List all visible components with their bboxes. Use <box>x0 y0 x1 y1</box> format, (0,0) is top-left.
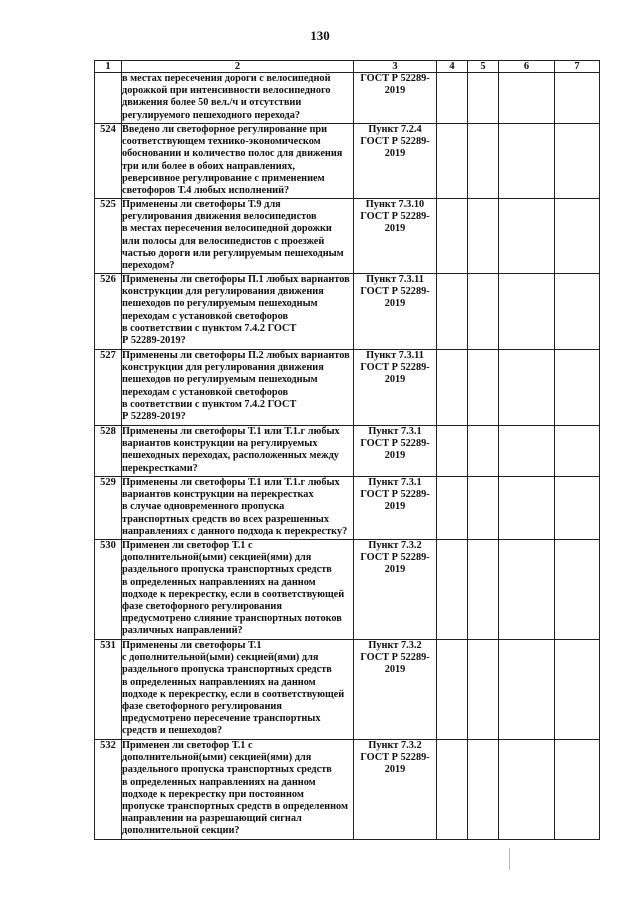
question-cell: Применен ли светофор Т.1 с дополнительной(ыми) секцией(ями) для раздельного пропуска транспортных средств в определенных направлениях на данном подходе к перекрестку, если в соответствующей фазе светофорного регулирования предусмотрено слияние транспортных потоков различных направлений? <box>122 540 354 640</box>
empty-cell <box>468 350 499 426</box>
reference-cell: Пункт 7.3.1 ГОСТ Р 52289- 2019 <box>354 477 437 540</box>
empty-cell <box>499 274 555 350</box>
empty-cell <box>555 640 600 740</box>
question-cell: Применены ли светофоры Т.1 или Т.1.г любых вариантов конструкции на перекрестках в случае одновременного пропуска транспортных средств во всех разрешенных направлениях с данного подхода к перекрестку? <box>122 477 354 540</box>
empty-cell <box>555 477 600 540</box>
empty-cell <box>468 640 499 740</box>
table-row <box>95 740 600 840</box>
empty-cell <box>437 274 468 350</box>
empty-cell <box>437 73 468 124</box>
row-number <box>95 73 122 124</box>
row-number: 528 <box>95 426 122 477</box>
empty-cell <box>468 477 499 540</box>
row-number: 527 <box>95 350 122 426</box>
empty-cell <box>468 740 499 840</box>
row-number: 529 <box>95 477 122 540</box>
column-header: 1 <box>95 61 122 73</box>
question-cell: Применены ли светофоры Т.9 для регулирования движения велосипедистов в местах пересечения велосипедной дорожки или полосы для велосипедистов с проезжей частью дороги или регулируемым пешеходным переходом? <box>122 199 354 274</box>
empty-cell <box>555 426 600 477</box>
column-header: 2 <box>122 61 354 73</box>
row-number: 531 <box>95 640 122 740</box>
reference-cell: Пункт 7.3.2 ГОСТ Р 52289- 2019 <box>354 740 437 840</box>
question-cell: Введено ли светофорное регулирование при соответствующем технико-экономическом обосновании и количество полос для движения три или более в обоих направлениях, реверсивное регулирование с применением светофоров Т.4 любых исполнений? <box>122 124 354 199</box>
empty-cell <box>499 350 555 426</box>
empty-cell <box>437 640 468 740</box>
reference-cell: Пункт 7.3.2 ГОСТ Р 52289- 2019 <box>354 640 437 740</box>
table-row <box>95 274 600 350</box>
empty-cell <box>437 124 468 199</box>
empty-cell <box>499 740 555 840</box>
column-header: 4 <box>437 61 468 73</box>
table-row <box>95 350 600 426</box>
empty-cell <box>499 540 555 640</box>
row-number: 530 <box>95 540 122 640</box>
column-header: 3 <box>354 61 437 73</box>
empty-cell <box>555 73 600 124</box>
row-number: 532 <box>95 740 122 840</box>
reference-cell: Пункт 7.3.10 ГОСТ Р 52289- 2019 <box>354 199 437 274</box>
empty-cell <box>437 477 468 540</box>
header-row <box>95 61 600 73</box>
empty-cell <box>468 540 499 640</box>
page-number: 130 <box>310 28 330 43</box>
empty-cell <box>468 426 499 477</box>
table-row <box>95 640 600 740</box>
empty-cell <box>468 274 499 350</box>
empty-cell <box>555 274 600 350</box>
reference-cell: Пункт 7.3.11 ГОСТ Р 52289- 2019 <box>354 350 437 426</box>
empty-cell <box>499 73 555 124</box>
table-row <box>95 426 600 477</box>
empty-cell <box>555 199 600 274</box>
column-header: 6 <box>499 61 555 73</box>
empty-cell <box>499 477 555 540</box>
empty-cell <box>437 426 468 477</box>
reference-cell: Пункт 7.3.2 ГОСТ Р 52289- 2019 <box>354 540 437 640</box>
empty-cell <box>437 350 468 426</box>
empty-cell <box>468 73 499 124</box>
reference-cell: ГОСТ Р 52289- 2019 <box>354 73 437 124</box>
empty-cell <box>468 124 499 199</box>
empty-cell <box>555 124 600 199</box>
table-row <box>95 73 600 124</box>
reference-cell: Пункт 7.3.1 ГОСТ Р 52289- 2019 <box>354 426 437 477</box>
table-row <box>95 477 600 540</box>
empty-cell <box>437 540 468 640</box>
question-cell: Применен ли светофор Т.1 с дополнительной(ыми) секцией(ями) для раздельного пропуска транспортных средств в определенных направлениях на данном подходе к перекрестку при постоянном пропуске транспортных средств в определенном направлении на разрешающий сигнал дополнительной секции? <box>122 740 354 840</box>
table-row <box>95 124 600 199</box>
empty-cell <box>468 199 499 274</box>
row-number: 524 <box>95 124 122 199</box>
table-row <box>95 199 600 274</box>
empty-cell <box>499 199 555 274</box>
question-cell: Применены ли светофоры Т.1 с дополнительной(ыми) секцией(ями) для раздельного пропуска транспортных средств в определенных направлениях на данном подходе к перекрестку, если в соответствующей фазе светофорного регулирования предусмотрено пересечение транспортных средств и пешеходов? <box>122 640 354 740</box>
reference-cell: Пункт 7.3.11 ГОСТ Р 52289- 2019 <box>354 274 437 350</box>
empty-cell <box>555 350 600 426</box>
question-cell: Применены ли светофоры Т.1 или Т.1.г любых вариантов конструкции на регулируемых пешеходных переходах, расположенных между перекрестками? <box>122 426 354 477</box>
empty-cell <box>437 740 468 840</box>
question-cell: Применены ли светофоры П.2 любых вариантов конструкции для регулирования движения пешеходов по регулируемым пешеходным переходам с установкой светофоров в соответствии с пунктом 7.4.2 ГОСТ Р 52289-2019? <box>122 350 354 426</box>
checklist-table <box>94 60 600 840</box>
question-cell: Применены ли светофоры П.1 любых вариантов конструкции для регулирования движения пешеходов по регулируемым пешеходным переходам с установкой светофоров в соответствии с пунктом 7.4.2 ГОСТ Р 52289-2019? <box>122 274 354 350</box>
question-cell: в местах пересечения дороги с велосипедной дорожкой при интенсивности велосипедного движения более 50 вел./ч и отсутствии регулируемого пешеходного перехода? <box>122 73 354 124</box>
empty-cell <box>499 426 555 477</box>
column-header: 7 <box>555 61 600 73</box>
scan-mark <box>509 848 510 870</box>
table-row <box>95 540 600 640</box>
empty-cell <box>437 199 468 274</box>
reference-cell: Пункт 7.2.4 ГОСТ Р 52289- 2019 <box>354 124 437 199</box>
empty-cell <box>499 124 555 199</box>
empty-cell <box>499 640 555 740</box>
empty-cell <box>555 740 600 840</box>
column-header: 5 <box>468 61 499 73</box>
row-number: 526 <box>95 274 122 350</box>
empty-cell <box>555 540 600 640</box>
row-number: 525 <box>95 199 122 274</box>
